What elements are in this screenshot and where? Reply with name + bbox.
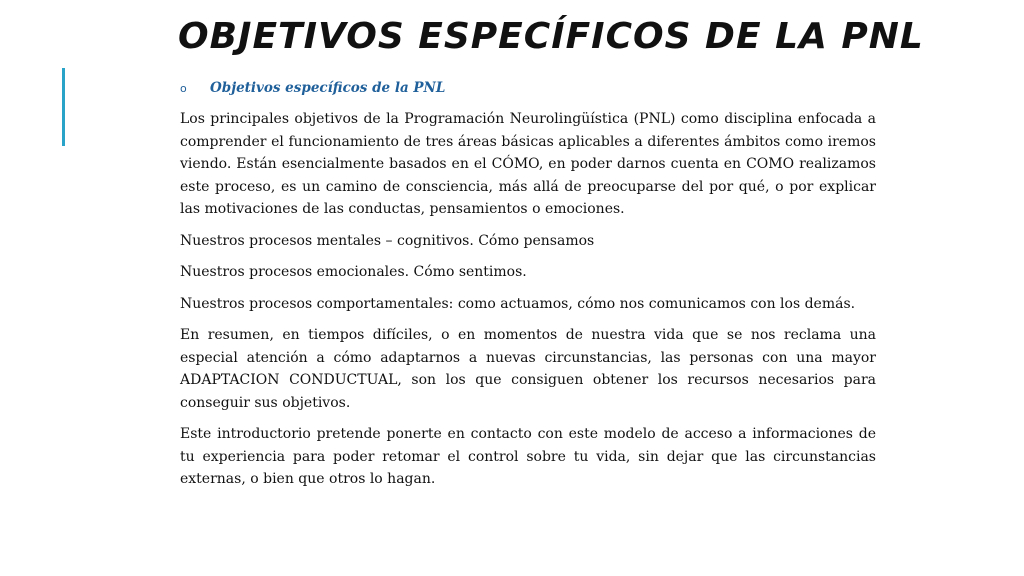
slide-content [180,80,876,500]
slide-subtitle: Objetivos específicos de la PNL [210,80,446,96]
paragraph-closing: Este introductorio pretende ponerte en contacto con este modelo de acceso a informaciones de tu experiencia para poder retomar el control sobre tu vida, sin dejar que las circunstancias externas, o bien que otros lo hagan. [180,426,876,487]
paragraph-summary: En resumen, en tiempos difíciles, o en momentos de nuestra vida que se nos reclama una especial atención a cómo adaptarnos a nuevas circunstancias, las personas con una mayor ADAPTACION CONDUCTUAL, son los que consiguen obtener los recursos necesarios para conseguir sus objetivos. [180,327,876,411]
circle-bullet-icon: o [180,82,187,95]
accent-bar [62,68,65,146]
slide-title: OBJETIVOS ESPECÍFICOS DE LA PNL [178,16,924,57]
paragraph-mental: Nuestros procesos mentales – cognitivos. Cómo pensamos [180,232,595,249]
paragraph-intro: Los principales objetivos de la Programación Neurolingüística (PNL) como disciplina enfocada a comprender el funcionamiento de tres áreas básicas aplicables a diferentes ámbitos como iremos viendo. Están esencialmente basados en el CÓMO, en poder darnos cuenta en COMO realizamos este proceso, es un camino de consciencia, más allá de preocuparse del por qué, o por explicar las motivaciones de las conductas, pensamientos o emociones. [180,111,876,217]
bullet-item [180,80,876,96]
paragraph-behavioral: Nuestros procesos comportamentales: como actuamos, cómo nos comunicamos con los demás. [180,295,856,312]
paragraph-emotional: Nuestros procesos emocionales. Cómo sentimos. [180,264,527,280]
